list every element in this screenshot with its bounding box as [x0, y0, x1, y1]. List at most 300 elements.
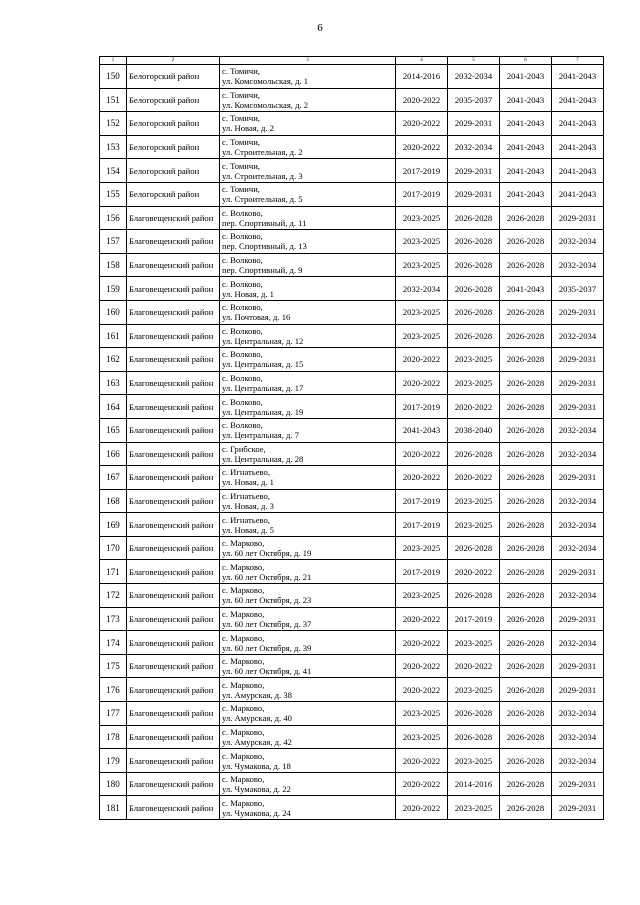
period-col5: 2026-2028: [448, 725, 500, 749]
row-number: 151: [100, 88, 127, 112]
period-col5: 2017-2019: [448, 607, 500, 631]
district-cell: Благовещенский район: [127, 631, 220, 655]
period-col6: 2026-2028: [500, 253, 552, 277]
period-col7: 2032-2034: [552, 513, 604, 537]
row-number: 156: [100, 206, 127, 230]
address-settlement: с. Марково,: [222, 585, 265, 596]
column-header: 6: [500, 57, 552, 65]
address-settlement: с. Марково,: [222, 797, 265, 808]
row-number: 162: [100, 348, 127, 372]
period-col6: 2026-2028: [500, 371, 552, 395]
address-street: пер. Спортивный, д. 13: [222, 241, 307, 252]
column-header: 3: [220, 57, 396, 65]
address-street: пер. Спортивный, д. 9: [222, 265, 303, 276]
table-row: [100, 230, 604, 254]
table-row: [100, 513, 604, 537]
period-col6: 2026-2028: [500, 489, 552, 513]
period-col5: 2029-2031: [448, 112, 500, 136]
district-cell: Благовещенский район: [127, 206, 220, 230]
district-cell: Благовещенский район: [127, 418, 220, 442]
address-settlement: с. Томичи,: [222, 184, 260, 195]
address-street: ул. 60 лет Октября, д. 23: [222, 595, 312, 606]
district-cell: Благовещенский район: [127, 654, 220, 678]
column-header: 2: [127, 57, 220, 65]
address-street: ул. Строительная, д. 3: [222, 170, 303, 181]
period-col5: 2023-2025: [448, 631, 500, 655]
table-row: [100, 466, 604, 490]
period-col4: 2014-2016: [396, 65, 448, 89]
address-street: ул. Почтовая, д. 16: [222, 312, 291, 323]
period-col7: 2035-2037: [552, 277, 604, 301]
address-settlement: с. Марково,: [222, 726, 265, 737]
period-col6: 2026-2028: [500, 230, 552, 254]
period-col6: 2041-2043: [500, 182, 552, 206]
period-col6: 2026-2028: [500, 324, 552, 348]
period-col7: 2029-2031: [552, 371, 604, 395]
address-settlement: с. Волково,: [222, 420, 263, 431]
period-col5: 2026-2028: [448, 253, 500, 277]
address-street: ул. Центральная, д. 19: [222, 406, 304, 417]
row-number: 163: [100, 371, 127, 395]
address-street: ул. Амурская, д. 40: [222, 713, 292, 724]
address-cell: [220, 182, 396, 206]
row-number: 164: [100, 395, 127, 419]
period-col5: 2014-2016: [448, 772, 500, 796]
row-number: 180: [100, 772, 127, 796]
period-col4: 2017-2019: [396, 159, 448, 183]
address-settlement: с. Волково,: [222, 278, 263, 289]
period-col7: 2032-2034: [552, 584, 604, 608]
address-cell: [220, 466, 396, 490]
row-number: 171: [100, 560, 127, 584]
period-col6: 2026-2028: [500, 631, 552, 655]
row-number: 172: [100, 584, 127, 608]
district-cell: Благовещенский район: [127, 607, 220, 631]
period-col6: 2041-2043: [500, 159, 552, 183]
table-row: [100, 749, 604, 773]
period-col5: 2026-2028: [448, 536, 500, 560]
district-cell: Благовещенский район: [127, 513, 220, 537]
period-col4: 2020-2022: [396, 654, 448, 678]
address-street: ул. Комсомольская, д. 1: [222, 76, 309, 87]
period-col6: 2026-2028: [500, 206, 552, 230]
address-street: ул. Новая, д. 2: [222, 123, 274, 134]
period-col4: 2023-2025: [396, 536, 448, 560]
address-cell: [220, 112, 396, 136]
address-settlement: с. Марково,: [222, 703, 265, 714]
period-col6: 2026-2028: [500, 442, 552, 466]
period-col4: 2023-2025: [396, 324, 448, 348]
address-cell: [220, 159, 396, 183]
period-col6: 2041-2043: [500, 277, 552, 301]
period-col7: 2041-2043: [552, 182, 604, 206]
period-col6: 2026-2028: [500, 560, 552, 584]
period-col4: 2020-2022: [396, 466, 448, 490]
address-street: ул. 60 лет Октября, д. 19: [222, 548, 312, 559]
address-cell: [220, 348, 396, 372]
row-number: 159: [100, 277, 127, 301]
address-street: ул. Комсомольская, д. 2: [222, 99, 309, 110]
period-col4: 2020-2022: [396, 88, 448, 112]
row-number: 166: [100, 442, 127, 466]
address-street: ул. Амурская, д. 42: [222, 736, 292, 747]
period-col5: 2026-2028: [448, 584, 500, 608]
address-settlement: с. Марково,: [222, 632, 265, 643]
row-number: 160: [100, 300, 127, 324]
table-row: [100, 678, 604, 702]
table-row: [100, 324, 604, 348]
period-col5: 2038-2040: [448, 418, 500, 442]
address-cell: [220, 395, 396, 419]
address-street: ул. Новая, д. 1: [222, 477, 274, 488]
table-row: [100, 112, 604, 136]
period-col6: 2026-2028: [500, 702, 552, 726]
address-cell: [220, 702, 396, 726]
address-cell: [220, 253, 396, 277]
address-cell: [220, 277, 396, 301]
table-row: [100, 584, 604, 608]
address-settlement: с. Марково,: [222, 561, 265, 572]
address-settlement: с. Волково,: [222, 231, 263, 242]
period-col4: 2041-2043: [396, 418, 448, 442]
address-cell: [220, 536, 396, 560]
table-row: [100, 631, 604, 655]
period-col4: 2020-2022: [396, 607, 448, 631]
district-cell: Белогорский район: [127, 112, 220, 136]
address-street: ул. Строительная, д. 5: [222, 194, 303, 205]
address-cell: [220, 324, 396, 348]
period-col7: 2032-2034: [552, 749, 604, 773]
period-col6: 2041-2043: [500, 135, 552, 159]
period-col4: 2023-2025: [396, 253, 448, 277]
address-street: ул. Новая, д. 5: [222, 524, 274, 535]
address-cell: [220, 560, 396, 584]
period-col4: 2023-2025: [396, 584, 448, 608]
row-number: 177: [100, 702, 127, 726]
period-col7: 2029-2031: [552, 466, 604, 490]
address-settlement: с. Волково,: [222, 349, 263, 360]
address-cell: [220, 654, 396, 678]
address-street: ул. Чумакова, д. 18: [222, 760, 291, 771]
period-col5: 2026-2028: [448, 702, 500, 726]
address-settlement: с. Марково,: [222, 774, 265, 785]
period-col4: 2023-2025: [396, 702, 448, 726]
address-settlement: с. Томичи,: [222, 113, 260, 124]
period-col7: 2041-2043: [552, 135, 604, 159]
period-col5: 2026-2028: [448, 206, 500, 230]
row-number: 176: [100, 678, 127, 702]
period-col5: 2023-2025: [448, 489, 500, 513]
period-col7: 2041-2043: [552, 88, 604, 112]
table-row: [100, 442, 604, 466]
address-cell: [220, 678, 396, 702]
row-number: 158: [100, 253, 127, 277]
period-col4: 2020-2022: [396, 772, 448, 796]
address-street: пер. Спортивный, д. 11: [222, 217, 307, 228]
period-col7: 2032-2034: [552, 442, 604, 466]
address-street: ул. Центральная, д. 17: [222, 383, 304, 394]
table-row: [100, 654, 604, 678]
period-col5: 2023-2025: [448, 348, 500, 372]
address-settlement: с. Волково,: [222, 302, 263, 313]
address-settlement: с. Марково,: [222, 679, 265, 690]
address-street: ул. 60 лет Октября, д. 37: [222, 618, 312, 629]
row-number: 175: [100, 654, 127, 678]
period-col7: 2029-2031: [552, 560, 604, 584]
table-row: [100, 395, 604, 419]
period-col7: 2029-2031: [552, 607, 604, 631]
period-col7: 2029-2031: [552, 654, 604, 678]
address-cell: [220, 772, 396, 796]
district-cell: Белогорский район: [127, 88, 220, 112]
period-col5: 2029-2031: [448, 182, 500, 206]
row-number: 173: [100, 607, 127, 631]
period-col5: 2023-2025: [448, 513, 500, 537]
period-col7: 2032-2034: [552, 418, 604, 442]
row-number: 153: [100, 135, 127, 159]
period-col5: 2026-2028: [448, 442, 500, 466]
period-col4: 2023-2025: [396, 725, 448, 749]
address-street: ул. Чумакова, д. 22: [222, 784, 291, 795]
period-col4: 2020-2022: [396, 348, 448, 372]
table-row: [100, 560, 604, 584]
district-cell: Благовещенский район: [127, 725, 220, 749]
district-cell: Благовещенский район: [127, 796, 220, 820]
address-settlement: с. Волково,: [222, 373, 263, 384]
period-col6: 2041-2043: [500, 112, 552, 136]
period-col4: 2032-2034: [396, 277, 448, 301]
page-number: 6: [317, 22, 323, 34]
row-number: 165: [100, 418, 127, 442]
period-col6: 2026-2028: [500, 749, 552, 773]
period-col7: 2029-2031: [552, 206, 604, 230]
district-cell: Благовещенский район: [127, 230, 220, 254]
table-row: [100, 796, 604, 820]
address-street: ул. Центральная, д. 28: [222, 453, 304, 464]
period-col5: 2020-2022: [448, 654, 500, 678]
period-col4: 2020-2022: [396, 796, 448, 820]
district-cell: Белогорский район: [127, 159, 220, 183]
period-col4: 2020-2022: [396, 631, 448, 655]
period-col5: 2023-2025: [448, 749, 500, 773]
table-row: [100, 300, 604, 324]
period-col7: 2029-2031: [552, 678, 604, 702]
address-cell: [220, 796, 396, 820]
district-cell: Благовещенский район: [127, 772, 220, 796]
period-col6: 2026-2028: [500, 418, 552, 442]
column-header: 4: [396, 57, 448, 65]
period-col5: 2026-2028: [448, 324, 500, 348]
period-col7: 2032-2034: [552, 324, 604, 348]
period-col4: 2020-2022: [396, 678, 448, 702]
address-cell: [220, 725, 396, 749]
table-row: [100, 206, 604, 230]
table-row: [100, 182, 604, 206]
period-col5: 2023-2025: [448, 371, 500, 395]
period-col6: 2026-2028: [500, 466, 552, 490]
period-col7: 2029-2031: [552, 796, 604, 820]
table-row: [100, 418, 604, 442]
period-col7: 2032-2034: [552, 536, 604, 560]
period-col5: 2026-2028: [448, 300, 500, 324]
district-cell: Благовещенский район: [127, 536, 220, 560]
district-cell: Благовещенский район: [127, 749, 220, 773]
period-col5: 2029-2031: [448, 159, 500, 183]
period-col6: 2026-2028: [500, 536, 552, 560]
address-settlement: с. Томичи,: [222, 66, 260, 77]
district-cell: Благовещенский район: [127, 442, 220, 466]
address-cell: [220, 584, 396, 608]
address-settlement: с. Волково,: [222, 207, 263, 218]
district-cell: Благовещенский район: [127, 300, 220, 324]
address-settlement: с. Игнатьево,: [222, 467, 270, 478]
address-settlement: с. Томичи,: [222, 89, 260, 100]
period-col6: 2026-2028: [500, 654, 552, 678]
period-col5: 2023-2025: [448, 796, 500, 820]
address-cell: [220, 513, 396, 537]
table-header-row: [100, 57, 604, 65]
period-col6: 2026-2028: [500, 725, 552, 749]
period-col4: 2020-2022: [396, 749, 448, 773]
address-cell: [220, 631, 396, 655]
address-settlement: с. Волково,: [222, 325, 263, 336]
address-street: ул. 60 лет Октября, д. 21: [222, 571, 312, 582]
period-col6: 2026-2028: [500, 772, 552, 796]
table-row: [100, 253, 604, 277]
column-header: 1: [100, 57, 127, 65]
row-number: 168: [100, 489, 127, 513]
row-number: 155: [100, 182, 127, 206]
period-col6: 2026-2028: [500, 300, 552, 324]
address-cell: [220, 230, 396, 254]
table-row: [100, 348, 604, 372]
address-street: ул. Амурская, д. 38: [222, 689, 292, 700]
column-header: 5: [448, 57, 500, 65]
district-cell: Белогорский район: [127, 65, 220, 89]
address-cell: [220, 418, 396, 442]
period-col5: 2032-2034: [448, 65, 500, 89]
address-settlement: с. Грибское,: [222, 443, 266, 454]
period-col4: 2020-2022: [396, 371, 448, 395]
address-settlement: с. Марково,: [222, 608, 265, 619]
period-col7: 2029-2031: [552, 772, 604, 796]
address-settlement: с. Томичи,: [222, 137, 260, 148]
period-col7: 2029-2031: [552, 300, 604, 324]
address-cell: [220, 65, 396, 89]
row-number: 161: [100, 324, 127, 348]
address-street: ул. Строительная, д. 2: [222, 147, 303, 158]
table-row: [100, 607, 604, 631]
district-cell: Благовещенский район: [127, 678, 220, 702]
district-cell: Благовещенский район: [127, 324, 220, 348]
period-col6: 2026-2028: [500, 796, 552, 820]
period-col5: 2035-2037: [448, 88, 500, 112]
period-col4: 2020-2022: [396, 442, 448, 466]
address-cell: [220, 371, 396, 395]
period-col6: 2026-2028: [500, 607, 552, 631]
period-col7: 2032-2034: [552, 631, 604, 655]
period-col6: 2026-2028: [500, 348, 552, 372]
row-number: 169: [100, 513, 127, 537]
address-cell: [220, 489, 396, 513]
table-row: [100, 489, 604, 513]
district-cell: Благовещенский район: [127, 489, 220, 513]
period-col4: 2017-2019: [396, 560, 448, 584]
period-col4: 2023-2025: [396, 230, 448, 254]
address-cell: [220, 749, 396, 773]
district-cell: Благовещенский район: [127, 466, 220, 490]
address-settlement: с. Марково,: [222, 750, 265, 761]
period-col5: 2026-2028: [448, 230, 500, 254]
address-settlement: с. Игнатьево,: [222, 490, 270, 501]
table-row: [100, 772, 604, 796]
address-cell: [220, 135, 396, 159]
table-row: [100, 65, 604, 89]
address-street: ул. 60 лет Октября, д. 41: [222, 666, 312, 677]
period-col5: 2020-2022: [448, 560, 500, 584]
district-cell: Благовещенский район: [127, 277, 220, 301]
address-street: ул. Новая, д. 3: [222, 500, 274, 511]
table-row: [100, 371, 604, 395]
row-number: 170: [100, 536, 127, 560]
district-cell: Благовещенский район: [127, 348, 220, 372]
table-row: [100, 702, 604, 726]
period-col5: 2020-2022: [448, 395, 500, 419]
row-number: 157: [100, 230, 127, 254]
period-col4: 2020-2022: [396, 135, 448, 159]
district-cell: Белогорский район: [127, 135, 220, 159]
row-number: 181: [100, 796, 127, 820]
period-col4: 2017-2019: [396, 395, 448, 419]
period-col7: 2029-2031: [552, 348, 604, 372]
district-cell: Благовещенский район: [127, 371, 220, 395]
address-settlement: с. Томичи,: [222, 160, 260, 171]
address-street: ул. Центральная, д. 15: [222, 359, 304, 370]
period-col5: 2026-2028: [448, 277, 500, 301]
period-col6: 2026-2028: [500, 395, 552, 419]
period-col7: 2032-2034: [552, 489, 604, 513]
address-street: ул. Центральная, д. 12: [222, 335, 304, 346]
address-settlement: с. Марково,: [222, 538, 265, 549]
period-col6: 2041-2043: [500, 88, 552, 112]
district-cell: Благовещенский район: [127, 560, 220, 584]
period-col5: 2020-2022: [448, 466, 500, 490]
address-settlement: с. Волково,: [222, 396, 263, 407]
address-street: ул. Чумакова, д. 24: [222, 807, 291, 818]
period-col6: 2041-2043: [500, 65, 552, 89]
period-col7: 2032-2034: [552, 702, 604, 726]
address-settlement: с. Марково,: [222, 656, 265, 667]
table-row: [100, 159, 604, 183]
district-cell: Благовещенский район: [127, 253, 220, 277]
table-row: [100, 725, 604, 749]
address-cell: [220, 88, 396, 112]
address-cell: [220, 607, 396, 631]
period-col7: 2032-2034: [552, 253, 604, 277]
period-col7: 2041-2043: [552, 112, 604, 136]
district-cell: Благовещенский район: [127, 584, 220, 608]
address-cell: [220, 206, 396, 230]
district-cell: Белогорский район: [127, 182, 220, 206]
row-number: 154: [100, 159, 127, 183]
row-number: 179: [100, 749, 127, 773]
period-col7: 2041-2043: [552, 159, 604, 183]
address-cell: [220, 442, 396, 466]
table-row: [100, 88, 604, 112]
row-number: 152: [100, 112, 127, 136]
address-street: ул. Новая, д. 1: [222, 288, 274, 299]
period-col6: 2026-2028: [500, 678, 552, 702]
